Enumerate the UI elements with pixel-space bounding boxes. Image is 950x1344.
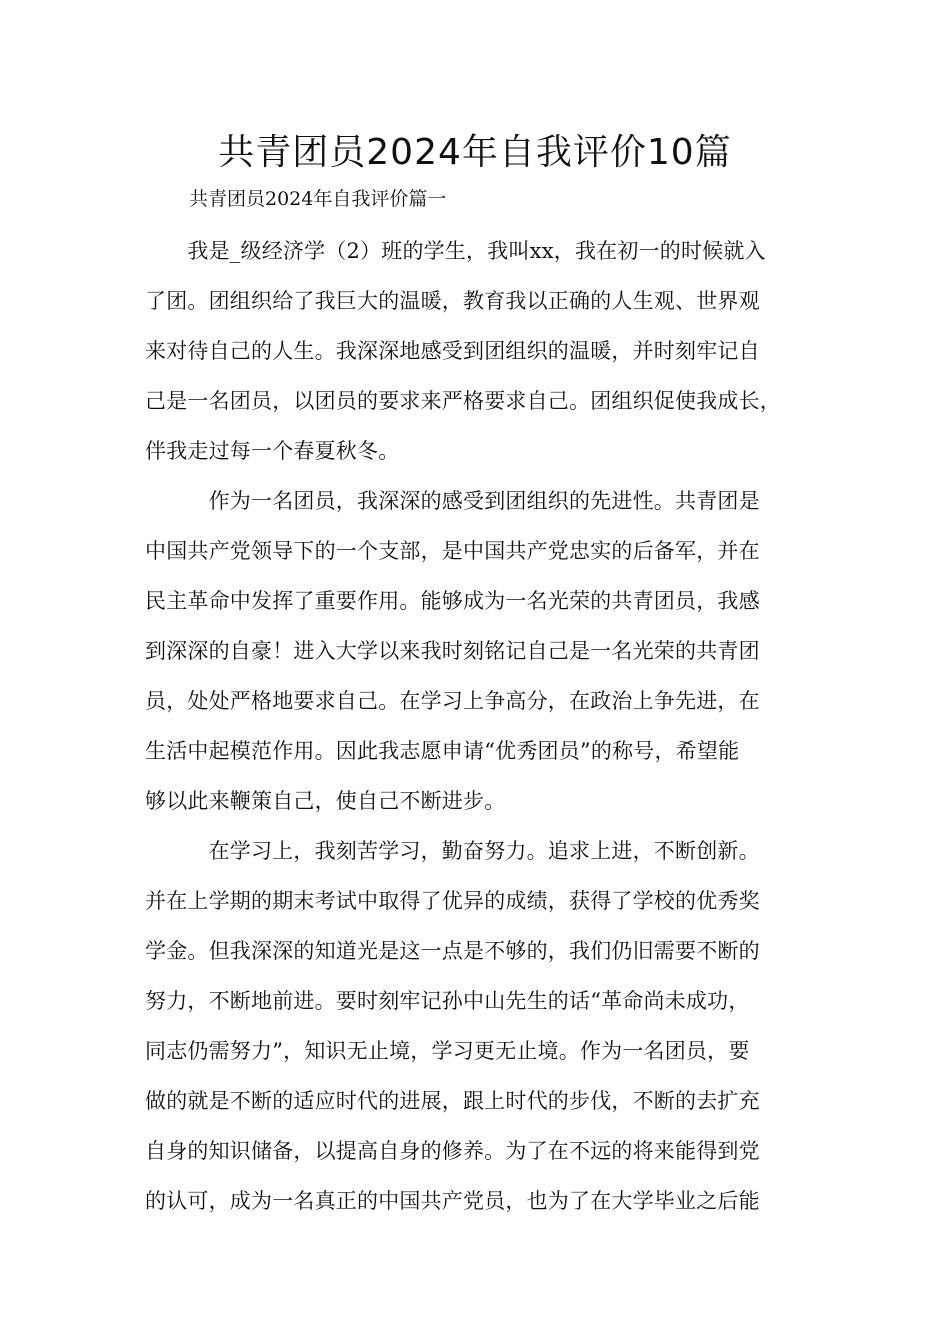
body-line: 作为一名团员，我深深的感受到团组织的先进性。共青团是 xyxy=(145,489,760,513)
body-line: 努力，不断地前进。要时刻牢记孙中山先生的话“革命尚未成功， xyxy=(145,989,750,1013)
body-line: 够以此来鞭策自己，使自己不断进步。 xyxy=(145,789,506,813)
body-line: 员，处处严格地要求自己。在学习上争高分，在政治上争先进，在 xyxy=(145,689,760,713)
body-line: 民主革命中发挥了重要作用。能够成为一名光荣的共青团员，我感 xyxy=(145,589,760,613)
document-title: 共青团员2024年自我评价10篇 xyxy=(218,132,732,173)
body-line: 来对待自己的人生。我深深地感受到团组织的温暖，并时刻牢记自 xyxy=(145,339,760,363)
body-line: 学金。但我深深的知道光是这一点是不够的，我们仍旧需要不断的 xyxy=(145,939,760,963)
body-line: 在学习上，我刻苦学习，勤奋努力。追求上进，不断创新。 xyxy=(145,839,760,863)
body-line: 并在上学期的期末考试中取得了优异的成绩，获得了学校的优秀奖 xyxy=(145,889,760,913)
body-line: 我是_级经济学（2）班的学生，我叫xx，我在初一的时候就入 xyxy=(145,239,766,263)
body-line: 中国共产党领导下的一个支部，是中国共产党忠实的后备军，并在 xyxy=(145,539,760,563)
body-line: 己是一名团员，以团员的要求来严格要求自己。团组织促使我成长， xyxy=(145,389,781,413)
document-subtitle: 共青团员2024年自我评价篇一 xyxy=(189,188,447,210)
body-line: 同志仍需努力”，知识无止境，学习更无止境。作为一名团员，要 xyxy=(145,1039,750,1063)
body-line: 做的就是不断的适应时代的进展，跟上时代的步伐，不断的去扩充 xyxy=(145,1089,760,1113)
body-line: 了团。团组织给了我巨大的温暖，教育我以正确的人生观、世界观 xyxy=(145,289,760,313)
body-line: 伴我走过每一个春夏秋冬。 xyxy=(145,439,400,463)
body-line: 自身的知识储备，以提高自身的修养。为了在不远的将来能得到党 xyxy=(145,1139,760,1163)
body-line: 的认可，成为一名真正的中国共产党员，也为了在大学毕业之后能 xyxy=(145,1189,760,1213)
body-line: 生活中起模范作用。因此我志愿申请“优秀团员”的称号，希望能 xyxy=(145,739,740,763)
body-line: 到深深的自豪！进入大学以来我时刻铭记自己是一名光荣的共青团 xyxy=(145,639,760,663)
